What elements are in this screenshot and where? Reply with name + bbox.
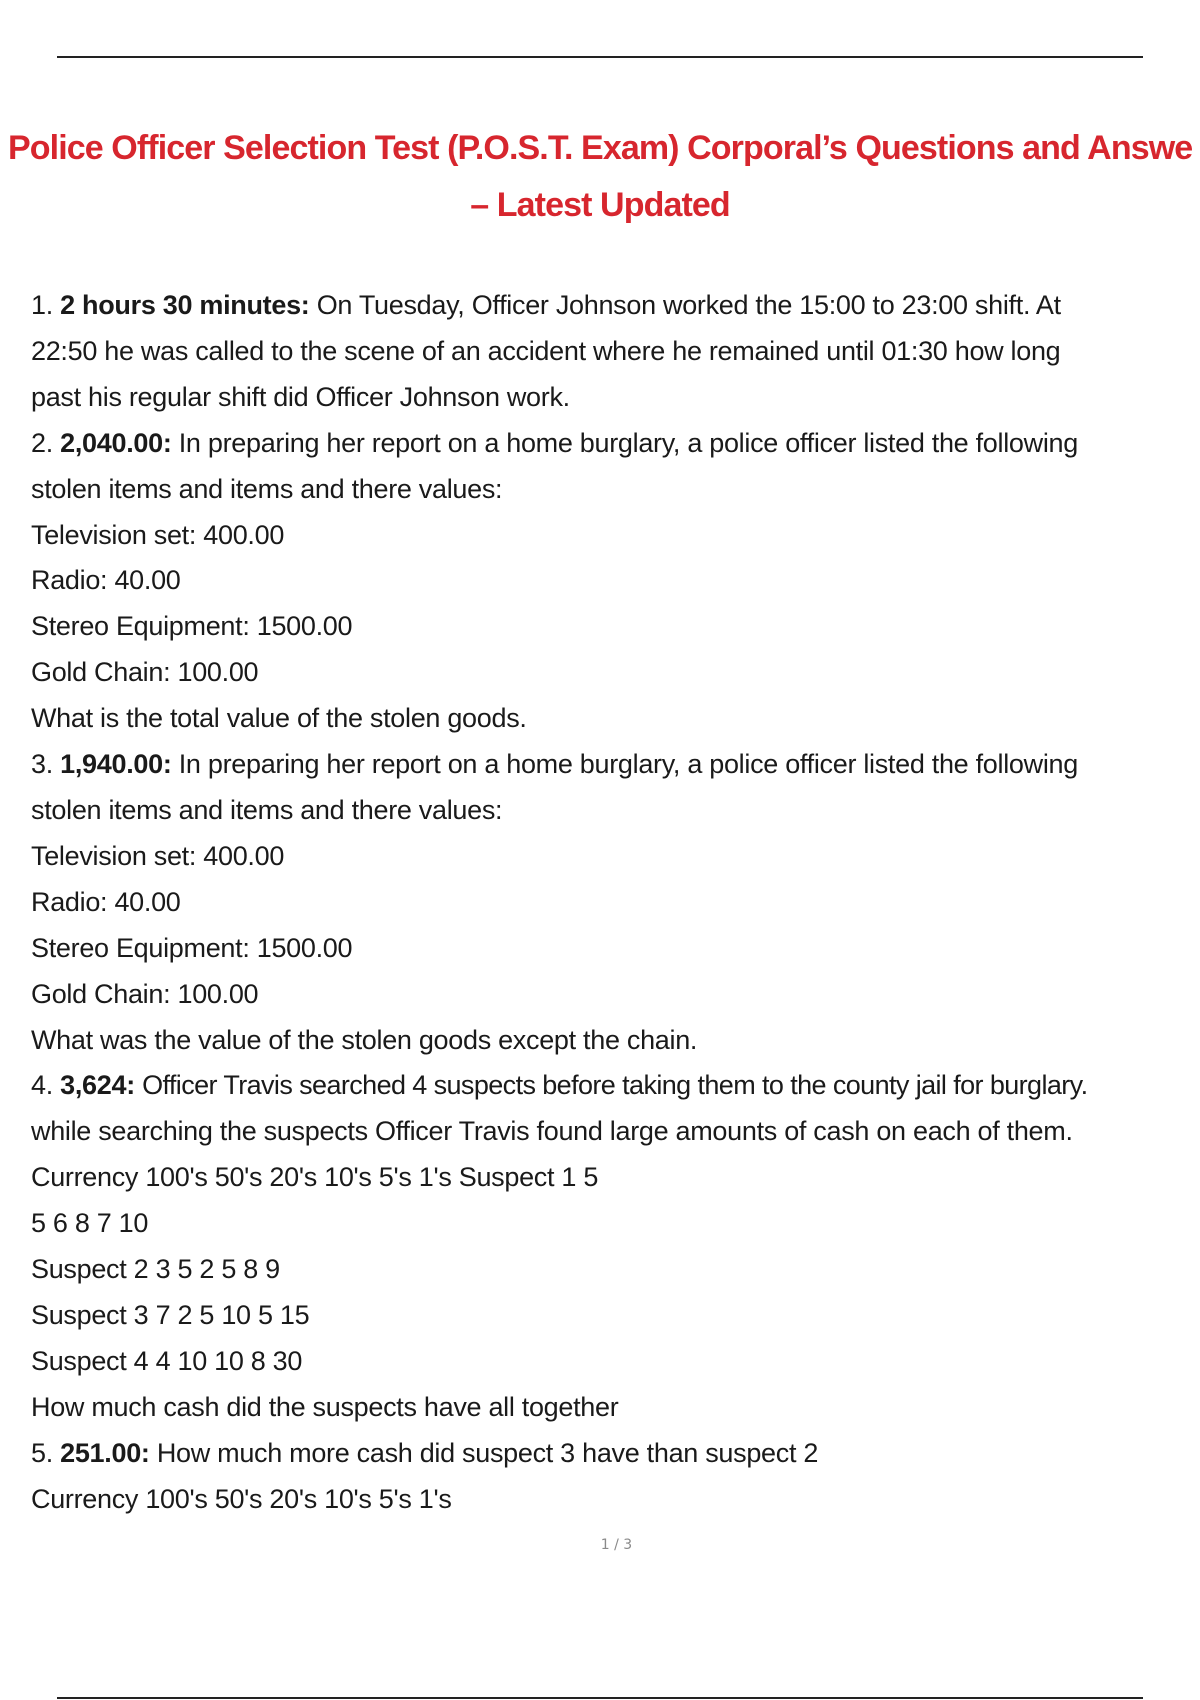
document-subtitle: – Latest Updated xyxy=(470,186,730,224)
question-text-line: Stereo Equipment: 1500.00 xyxy=(31,932,353,963)
question-number: 5. xyxy=(31,1437,53,1468)
document-title: Police Officer Selection Test (P.O.S.T. Exam) Corporal’s Questions and Answe xyxy=(8,129,1193,167)
question-text-line: Gold Chain: 100.00 xyxy=(31,657,259,688)
question-answer: 2 hours 30 minutes: xyxy=(60,290,310,320)
question-text-line: How much cash did the suspects have all together xyxy=(31,1391,619,1422)
page-number: 1 / 3 xyxy=(600,1537,633,1553)
questions-list xyxy=(31,283,1181,1522)
question-answer: 2,040.00: xyxy=(60,427,172,458)
question-text-line: stolen items and items and there values: xyxy=(31,473,503,504)
question-3 xyxy=(31,742,1181,1063)
question-text-line: What was the value of the stolen goods except the chain. xyxy=(31,1024,698,1055)
question-text-line: Suspect 3 7 2 5 10 5 15 xyxy=(31,1299,310,1330)
question-text-line: Radio: 40.00 xyxy=(31,886,181,917)
question-text-line: Currency 100's 50's 20's 10's 5's 1's Suspect 1 5 xyxy=(31,1162,599,1193)
question-text-line: stolen items and items and there values: xyxy=(31,794,503,825)
question-number: 2. xyxy=(31,427,53,458)
question-5 xyxy=(31,1431,1181,1523)
question-text-line: 5 6 8 7 10 xyxy=(31,1208,149,1239)
question-text-line: Television set: 400.00 xyxy=(31,840,285,871)
question-text-line: Radio: 40.00 xyxy=(31,565,181,596)
question-first-line xyxy=(31,283,1181,329)
question-text: Officer Travis searched 4 suspects before taking them to the county jail for burglary. xyxy=(142,1070,1088,1101)
question-text-line: Television set: 400.00 xyxy=(31,519,285,550)
question-text: On Tuesday, Officer Johnson worked the 15:00 to 23:00 shift. At xyxy=(316,290,1061,320)
question-number: 3. xyxy=(31,749,53,780)
question-text-line: past his regular shift did Officer Johnson work. xyxy=(31,381,570,412)
question-answer: 1,940.00: xyxy=(60,749,172,780)
question-text-line: What is the total value of the stolen goods. xyxy=(31,703,527,734)
question-text-line: Currency 100's 50's 20's 10's 5's 1's xyxy=(31,1483,452,1514)
question-text-line: Stereo Equipment: 1500.00 xyxy=(31,611,353,642)
question-text-line: Gold Chain: 100.00 xyxy=(31,978,259,1009)
question-first-line xyxy=(31,1431,1181,1477)
bottom-rule xyxy=(57,1697,1143,1699)
question-first-line xyxy=(31,1063,1181,1109)
question-text: In preparing her report on a home burglary, a police officer listed the following xyxy=(178,427,1078,458)
question-first-line xyxy=(31,742,1181,788)
question-text: In preparing her report on a home burglary, a police officer listed the following xyxy=(178,749,1078,780)
question-4 xyxy=(31,1063,1181,1430)
question-answer: 3,624: xyxy=(60,1070,135,1101)
question-text-line: Suspect 4 4 10 10 8 30 xyxy=(31,1345,303,1376)
question-2 xyxy=(31,421,1181,742)
top-rule xyxy=(57,56,1143,58)
question-answer: 251.00: xyxy=(60,1437,150,1468)
question-text-line: while searching the suspects Officer Travis found large amounts of cash on each of them. xyxy=(31,1116,1073,1147)
question-number: 4. xyxy=(31,1070,53,1101)
question-first-line xyxy=(31,421,1181,467)
question-1 xyxy=(31,283,1181,421)
question-text: How much more cash did suspect 3 have than suspect 2 xyxy=(156,1437,819,1468)
question-text-line: 22:50 he was called to the scene of an accident where he remained until 01:30 how long xyxy=(31,335,1061,366)
question-number: 1. xyxy=(31,290,53,320)
question-text-line: Suspect 2 3 5 2 5 8 9 xyxy=(31,1254,280,1285)
